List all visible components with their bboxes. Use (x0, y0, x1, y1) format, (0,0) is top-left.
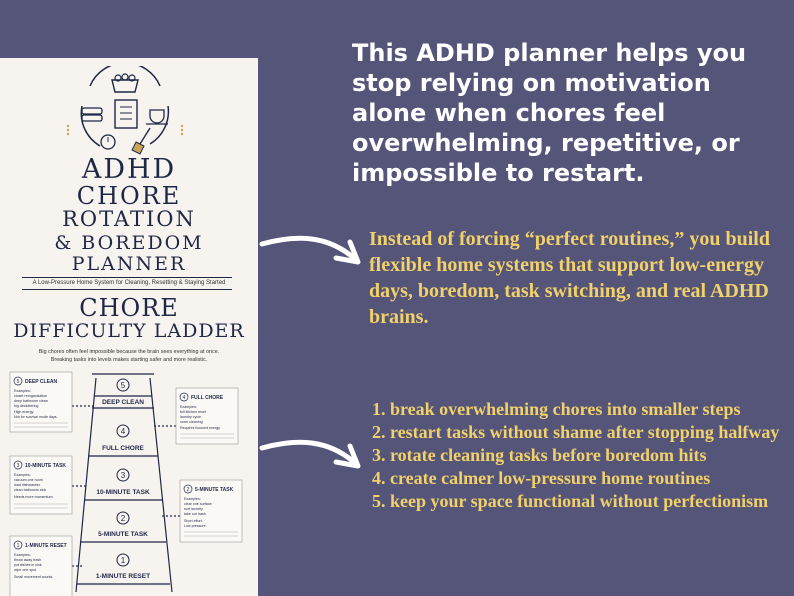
section-heading-line-2: DIFFICULTY LADDER (13, 320, 245, 342)
card-title: 5-MINUTE TASK (195, 487, 234, 493)
card-item: room cleaning (180, 420, 203, 424)
ladder-rung (88, 425, 158, 456)
card-item: take out trash (184, 512, 206, 516)
rung-number: 5 (120, 381, 126, 390)
card-item: sort laundry (184, 507, 203, 511)
section-intro-line: Big chores often feel impossible because the brain sees everything at once. (38, 349, 220, 355)
section-intro (12, 348, 246, 364)
card-note: Small movement counts. (14, 575, 54, 579)
card-item: laundry cycle (180, 415, 201, 419)
rung-number: 2 (120, 514, 126, 523)
list-number: 1. (372, 399, 386, 419)
card-number: 2 (186, 487, 190, 493)
list-number: 2. (372, 422, 386, 442)
planner-title-line-1: ADHD (81, 154, 177, 185)
chore-cycle-illustration (60, 66, 190, 156)
example-card-1-minute-reset (10, 536, 72, 596)
card-note: High energy. (14, 410, 35, 414)
list-text: create calmer low-pressure home routines (390, 468, 711, 488)
card-item: full kitchen reset (180, 410, 206, 414)
card-examples-label: Examples: (14, 389, 31, 393)
card-item: clear one surface (184, 502, 212, 506)
list-number: 3. (372, 445, 386, 465)
rung-label: FULL CHORE (102, 445, 144, 452)
card-item: load dishwasher (14, 483, 40, 487)
card-note: Low pressure. (184, 524, 207, 528)
checklist-icon (115, 100, 137, 128)
laundry-basket-icon (112, 74, 138, 92)
planner-page-preview (0, 58, 258, 596)
card-item: clean bathroom sink (14, 488, 47, 492)
card-note: Short effort. (184, 519, 203, 523)
rung-label: 10-MINUTE TASK (96, 489, 150, 496)
subtext: Instead of forcing “perfect routines,” you build flexible home systems that support low-energy days, boredom, task switching, and real ADHD brains. (369, 228, 770, 328)
rung-label: DEEP CLEAN (102, 399, 144, 406)
card-note: Needs more momentum. (14, 495, 54, 499)
divider (22, 277, 232, 278)
planner-subtitle: A Low-Pressure Home System for Cleaning, Resetting & Staying Started (32, 280, 226, 286)
list-text: keep your space functional without perfectionism (390, 491, 769, 511)
card-title: 1-MINUTE RESET (25, 543, 67, 549)
section-heading-line-1: CHORE (79, 294, 179, 322)
planner-title-line-5: PLANNER (71, 253, 187, 275)
example-card-5-minute-task (180, 480, 242, 542)
difficulty-ladder (0, 366, 258, 596)
card-note: Requires focused energy. (180, 426, 221, 430)
ladder-rail (150, 378, 172, 592)
planner-title-line-2: CHORE (76, 182, 182, 210)
arrow-right-icon (258, 436, 368, 480)
card-item: closet reorganization (14, 394, 48, 398)
card-examples-label: Examples: (14, 553, 31, 557)
card-number: 3 (16, 463, 20, 469)
example-card-10-minute-task (10, 456, 72, 514)
list-number: 4. (372, 468, 386, 488)
example-card-deep-clean (10, 372, 72, 432)
card-note: Not for survival mode days. (14, 415, 58, 419)
rung-number: 1 (120, 556, 126, 565)
timer-icon (101, 135, 115, 149)
card-title: FULL CHORE (191, 395, 224, 401)
broom-icon (132, 128, 150, 154)
card-item: deep bathroom clean (14, 399, 48, 403)
card-item: big decluttering (14, 404, 39, 408)
card-number: 5 (16, 379, 20, 385)
list-text: restart tasks without shame after stopping halfway (390, 422, 780, 442)
coffee-cup-icon (146, 110, 168, 124)
card-number: 4 (182, 395, 186, 401)
list-item (372, 398, 792, 421)
ladder-rung (92, 379, 154, 408)
list-item (372, 467, 792, 490)
card-title: DEEP CLEAN (25, 379, 58, 385)
rung-label: 1-MINUTE RESET (95, 573, 151, 580)
ladder-rung (84, 469, 162, 500)
ladder-rung (77, 554, 170, 584)
rung-label: 5-MINUTE TASK (98, 531, 148, 538)
card-examples-label: Examples: (14, 473, 31, 477)
planner-title-line-4: & BOREDOM (54, 232, 204, 254)
section-intro-line: Breaking tasks into levels makes starting safer and more realistic. (50, 357, 208, 363)
benefits-list (372, 398, 792, 513)
card-item: put dishes in sink (14, 563, 42, 567)
list-text: break overwhelming chores into smaller steps (390, 399, 741, 419)
card-title: 10-MINUTE TASK (25, 463, 67, 469)
list-item (372, 490, 792, 513)
rung-number: 3 (120, 471, 126, 480)
rung-number: 4 (120, 427, 126, 436)
list-item (372, 444, 792, 467)
list-text: rotate cleaning tasks before boredom hits (390, 445, 707, 465)
example-card-full-chore (176, 388, 238, 444)
list-number: 5. (372, 491, 386, 511)
planner-title-line-3: ROTATION (62, 207, 196, 231)
ladder-rail (76, 378, 96, 592)
divider (22, 289, 232, 290)
card-number: 1 (16, 543, 20, 549)
folded-towels-icon (82, 108, 102, 121)
list-item (372, 421, 792, 444)
card-examples-label: Examples: (184, 497, 201, 501)
card-item: vacuum one room (14, 478, 43, 482)
headline: This ADHD planner helps you stop relying on motivation alone when chores feel overwhelming, repetitive, or impossible to restart. (352, 39, 747, 187)
card-examples-label: Examples: (180, 405, 197, 409)
card-item: wipe one spot (14, 568, 37, 572)
card-item: throw away trash (14, 558, 42, 562)
arrow-right-icon (258, 232, 368, 276)
ladder-rung (80, 512, 166, 542)
